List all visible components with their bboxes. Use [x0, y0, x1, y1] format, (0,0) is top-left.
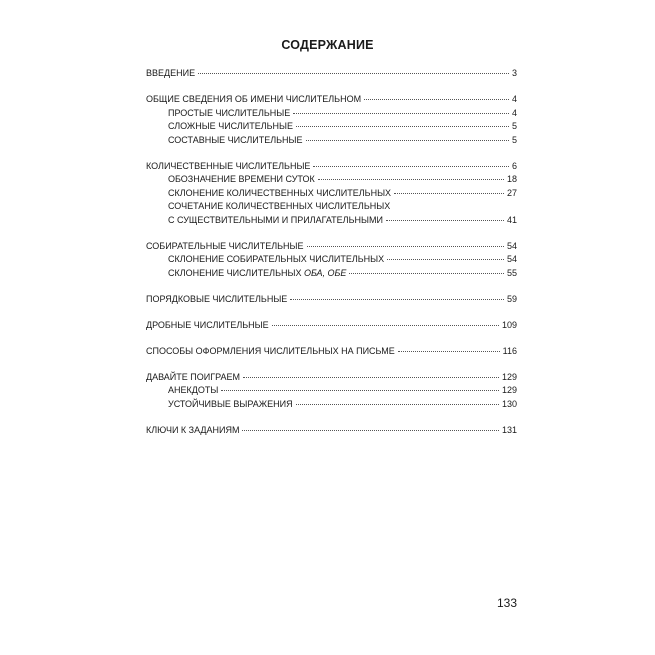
toc-entry-label	[146, 345, 395, 359]
page-number: 133	[497, 596, 518, 610]
toc-entry-label-text: ПРОСТЫЕ ЧИСЛИТЕЛЬНЫЕ	[168, 107, 291, 118]
toc-entry-label-text: ДРОБНЫЕ ЧИСЛИТЕЛЬНЫЕ	[146, 319, 269, 330]
toc-entry-label	[168, 200, 390, 214]
toc-entry-label	[146, 67, 195, 81]
dot-leader	[243, 377, 499, 378]
toc-entry[interactable]	[146, 371, 517, 385]
toc-entry-label-text: ВВЕДЕНИЕ	[146, 68, 196, 78]
toc-entry-label-text: ДАВАЙТЕ ПОИГРАЕМ	[146, 371, 240, 382]
toc-page-number: 4	[511, 107, 517, 118]
toc-subentry[interactable]	[146, 267, 517, 281]
toc-entry-label	[168, 267, 346, 281]
toc-subentry[interactable]	[146, 187, 517, 201]
dot-leader	[221, 390, 499, 391]
toc-subentry[interactable]	[146, 214, 517, 228]
toc-subentry[interactable]	[146, 200, 517, 214]
section-gap	[146, 147, 517, 160]
toc-subentry[interactable]	[146, 384, 517, 398]
toc-page-number: 5	[511, 134, 517, 145]
toc-entry-label	[146, 371, 240, 385]
section-gap	[146, 332, 517, 345]
dot-leader	[387, 259, 504, 260]
toc-page-number: 55	[506, 267, 517, 278]
page-title: СОДЕРЖАНИЕ	[281, 38, 374, 52]
toc-page-number: 18	[506, 174, 517, 184]
toc-entry-label-text: СКЛОНЕНИЕ СОБИРАТЕЛЬНЫХ ЧИСЛИТЕЛЬНЫХ	[168, 254, 385, 264]
toc-entry-label	[146, 93, 361, 107]
toc-entry-label-text: СОБИРАТЕЛЬНЫЕ ЧИСЛИТЕЛЬНЫЕ	[146, 240, 304, 251]
toc-entry[interactable]	[146, 93, 517, 107]
dot-leader	[398, 351, 500, 352]
toc-entry-label-text: СОСТАВНЫЕ ЧИСЛИТЕЛЬНЫЕ	[168, 134, 303, 145]
toc-page-number: 5	[511, 121, 517, 131]
toc-entry-label	[168, 384, 218, 398]
dot-leader	[349, 273, 504, 274]
section-gap	[146, 81, 517, 94]
toc-page-number: 3	[511, 68, 517, 78]
toc-entry-label	[146, 293, 287, 307]
toc-page-number: 27	[506, 187, 517, 198]
toc-entry-label-text: С СУЩЕСТВИТЕЛЬНЫМИ И ПРИЛАГАТЕЛЬНЫМИ	[168, 214, 383, 225]
section-gap	[146, 280, 517, 293]
toc-entry-label	[146, 160, 310, 174]
toc-entry[interactable]	[146, 293, 517, 307]
dot-leader	[394, 193, 504, 194]
dot-leader	[318, 179, 504, 180]
toc-entry-label-text: АНЕКДОТЫ	[168, 385, 219, 395]
toc-page-number: 54	[506, 240, 517, 251]
toc-page-number: 6	[511, 160, 517, 171]
toc-entry-label	[168, 134, 303, 148]
toc-entry-label	[168, 187, 391, 201]
toc-entry-label	[146, 240, 304, 254]
dot-leader	[364, 99, 509, 100]
toc-page-number: 116	[502, 345, 517, 356]
dot-leader	[198, 73, 509, 74]
toc-entry[interactable]	[146, 160, 517, 174]
section-gap	[146, 411, 517, 424]
toc-entry[interactable]	[146, 319, 517, 333]
toc-page-number: 54	[506, 254, 517, 264]
toc-subentry[interactable]	[146, 398, 517, 412]
toc-entry-label	[168, 120, 293, 134]
toc-subentry[interactable]	[146, 173, 517, 187]
toc-entry-label-text: СПОСОБЫ ОФОРМЛЕНИЯ ЧИСЛИТЕЛЬНЫХ НА ПИСЬМЕ	[146, 345, 395, 356]
toc-entry-label	[168, 173, 315, 187]
toc-entry-label-text: КЛЮЧИ К ЗАДАНИЯМ	[146, 424, 240, 435]
toc-entry-label-text: СКЛОНЕНИЕ ЧИСЛИТЕЛЬНЫХ	[168, 267, 302, 278]
toc-page-number: 4	[511, 94, 517, 104]
toc-subentry[interactable]	[146, 134, 517, 148]
toc-entry[interactable]	[146, 240, 517, 254]
dot-leader	[313, 166, 509, 167]
toc-subentry[interactable]	[146, 253, 517, 267]
toc-entry-label-text: СОЧЕТАНИЕ КОЛИЧЕСТВЕННЫХ ЧИСЛИТЕЛЬНЫХ	[168, 201, 391, 211]
dot-leader	[290, 299, 504, 300]
toc-page-number: 59	[506, 293, 517, 304]
section-gap	[146, 358, 517, 371]
toc-page-number: 129	[501, 371, 517, 382]
toc-entry-label	[146, 319, 269, 333]
dot-leader	[272, 325, 499, 326]
dot-leader	[307, 246, 504, 247]
toc-entry-label-text: СЛОЖНЫЕ ЧИСЛИТЕЛЬНЫЕ	[168, 121, 294, 131]
dot-leader	[386, 220, 504, 221]
toc-entry-label-text: КОЛИЧЕСТВЕННЫЕ ЧИСЛИТЕЛЬНЫЕ	[146, 160, 311, 171]
section-gap	[146, 227, 517, 240]
dot-leader	[306, 140, 509, 141]
table-of-contents	[146, 67, 517, 437]
toc-entry-label	[168, 398, 293, 412]
toc-entry-label-text: ОБОЗНАЧЕНИЕ ВРЕМЕНИ СУТОК	[168, 174, 315, 184]
toc-page-number: 41	[506, 214, 517, 225]
toc-entry-label	[168, 253, 384, 267]
toc-entry-label-italic: ОБА, ОБЕ	[303, 267, 347, 278]
toc-entry-label-text: ОБЩИЕ СВЕДЕНИЯ ОБ ИМЕНИ ЧИСЛИТЕЛЬНОМ	[146, 94, 362, 104]
toc-page-number: 131	[501, 424, 517, 435]
dot-leader	[293, 113, 509, 114]
toc-entry-label-text: УСТОЙЧИВЫЕ ВЫРАЖЕНИЯ	[168, 398, 293, 409]
toc-subentry[interactable]	[146, 120, 517, 134]
dot-leader	[242, 430, 499, 431]
toc-entry-label	[168, 214, 383, 228]
toc-page-number: 130	[501, 398, 517, 409]
dot-leader	[296, 126, 509, 127]
toc-entry-label-text: СКЛОНЕНИЕ КОЛИЧЕСТВЕННЫХ ЧИСЛИТЕЛЬНЫХ	[168, 187, 392, 198]
dot-leader	[296, 404, 499, 405]
toc-page-number: 129	[501, 385, 517, 395]
toc-entry[interactable]	[146, 67, 517, 81]
toc-page-number: 109	[501, 319, 517, 330]
toc-subentry[interactable]	[146, 107, 517, 121]
toc-entry[interactable]	[146, 424, 517, 438]
toc-entry-label	[146, 424, 239, 438]
toc-entry-label	[168, 107, 290, 121]
toc-entry-label-text: ПОРЯДКОВЫЕ ЧИСЛИТЕЛЬНЫЕ	[146, 293, 288, 304]
section-gap	[146, 306, 517, 319]
toc-entry[interactable]	[146, 345, 517, 359]
